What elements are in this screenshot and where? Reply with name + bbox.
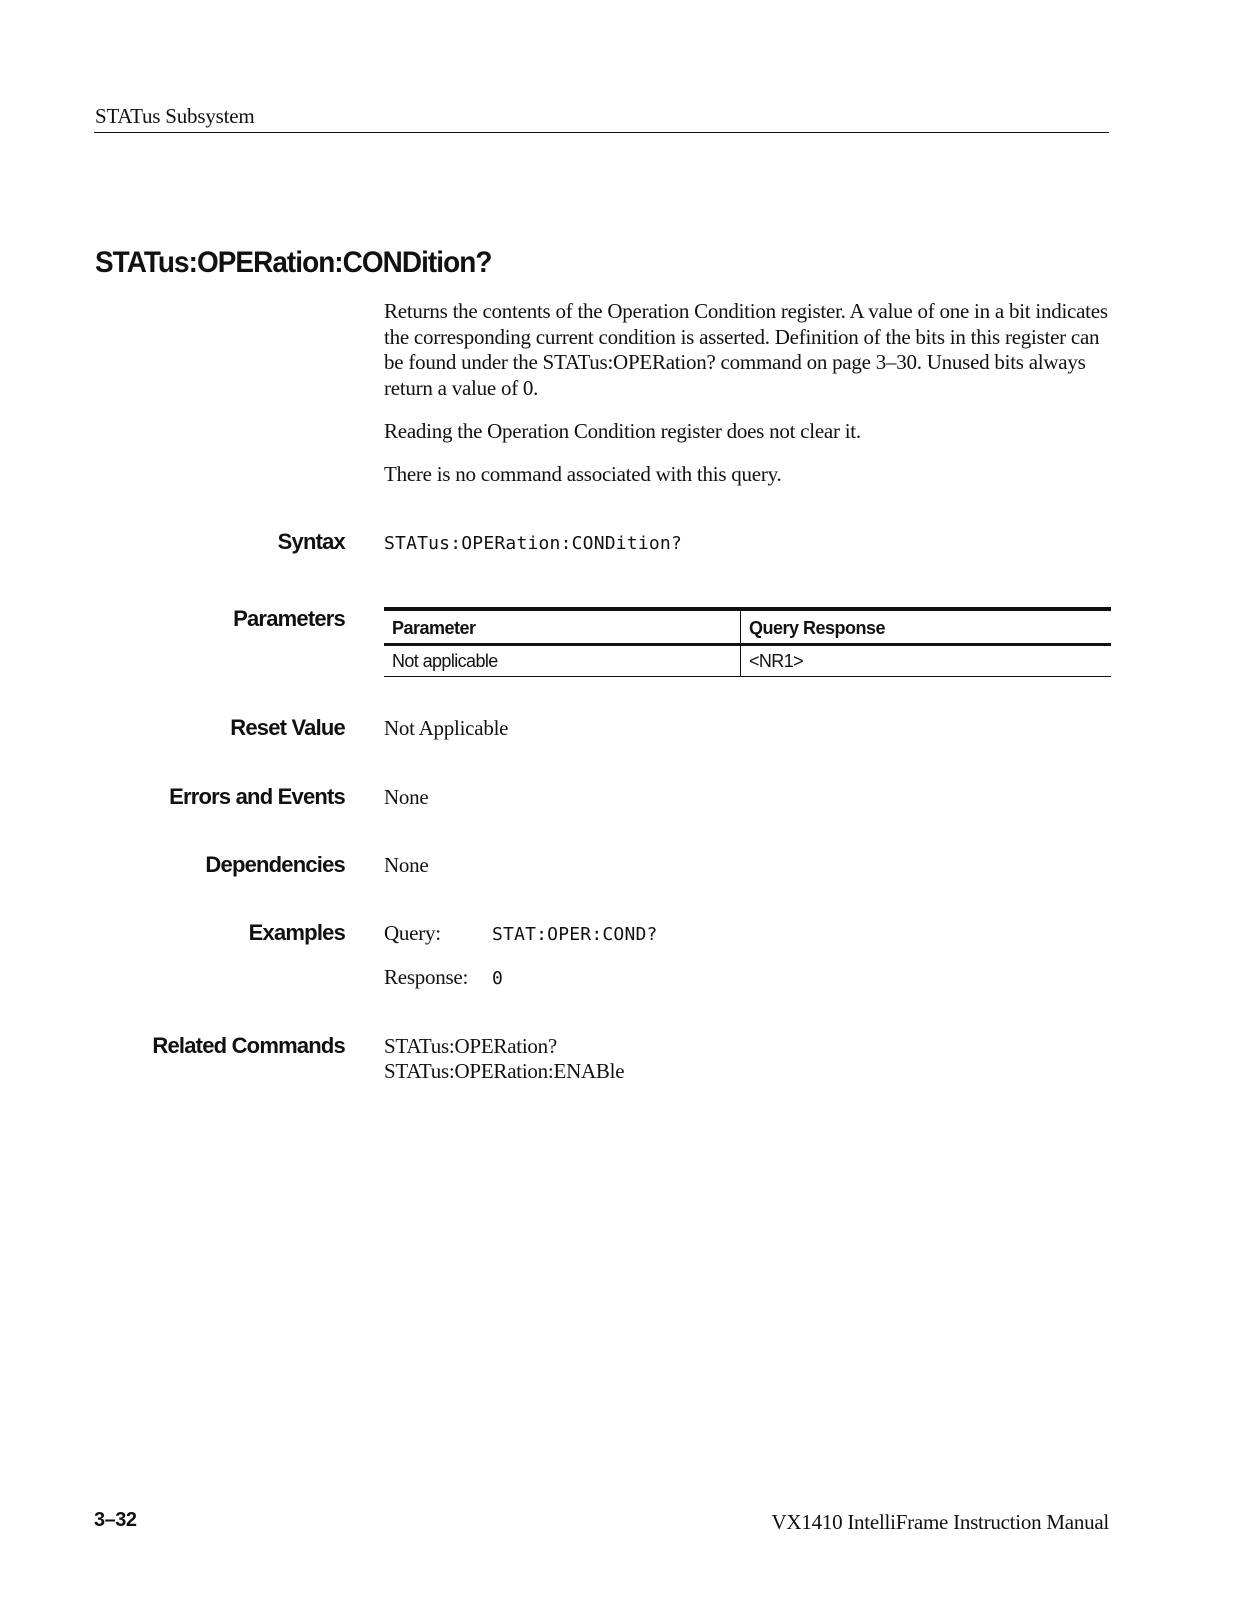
parameters-table [384, 607, 1111, 677]
header-section-title: STATus Subsystem [95, 104, 255, 128]
description-paragraph-1: Returns the contents of the Operation Condition register. A value of one in a bit indicates the corresponding current condition is asserted. Definition of the bits in this register can be found under the STATus:OPERation? command on page 3–30. Unused bits always return a value of 0. [384, 299, 1108, 400]
table-header-cell: Parameter [384, 609, 741, 645]
table-header-row [384, 609, 1111, 645]
description-paragraph-2: Reading the Operation Condition register does not clear it. [384, 419, 861, 443]
manual-title: VX1410 IntelliFrame Instruction Manual [771, 1510, 1109, 1534]
dependencies-label: Dependencies [205, 852, 345, 877]
table-cell: Not applicable [384, 645, 741, 677]
reset-value-label: Reset Value [230, 715, 345, 740]
header-divider [94, 132, 1109, 133]
page-number: 3–32 [94, 1509, 137, 1531]
errors-events-text: None [384, 785, 429, 809]
description-paragraph-3: There is no command associated with this query. [384, 462, 782, 486]
related-command-item: STATus:OPERation:ENABle [384, 1059, 625, 1083]
command-title: STATus:OPERation:CONDition? [95, 246, 492, 279]
related-commands-label: Related Commands [152, 1033, 345, 1058]
table-cell: <NR1> [741, 645, 1112, 677]
table-header-cell: Query Response [741, 609, 1112, 645]
example-query-label: Query: [384, 921, 441, 945]
examples-label: Examples [248, 920, 345, 945]
example-query-value: STAT:OPER:COND? [492, 924, 658, 945]
errors-events-label: Errors and Events [169, 784, 345, 809]
dependencies-text: None [384, 853, 429, 877]
example-response-value: 0 [492, 968, 504, 989]
table-row [384, 645, 1111, 677]
reset-value-text: Not Applicable [384, 716, 509, 740]
related-command-item: STATus:OPERation? [384, 1034, 557, 1058]
example-query [384, 921, 658, 946]
example-response-label: Response: [384, 965, 469, 989]
syntax-label: Syntax [277, 529, 345, 554]
parameters-label: Parameters [233, 606, 345, 631]
example-response [384, 965, 503, 990]
syntax-value: STATus:OPERation:CONDition? [384, 533, 682, 554]
